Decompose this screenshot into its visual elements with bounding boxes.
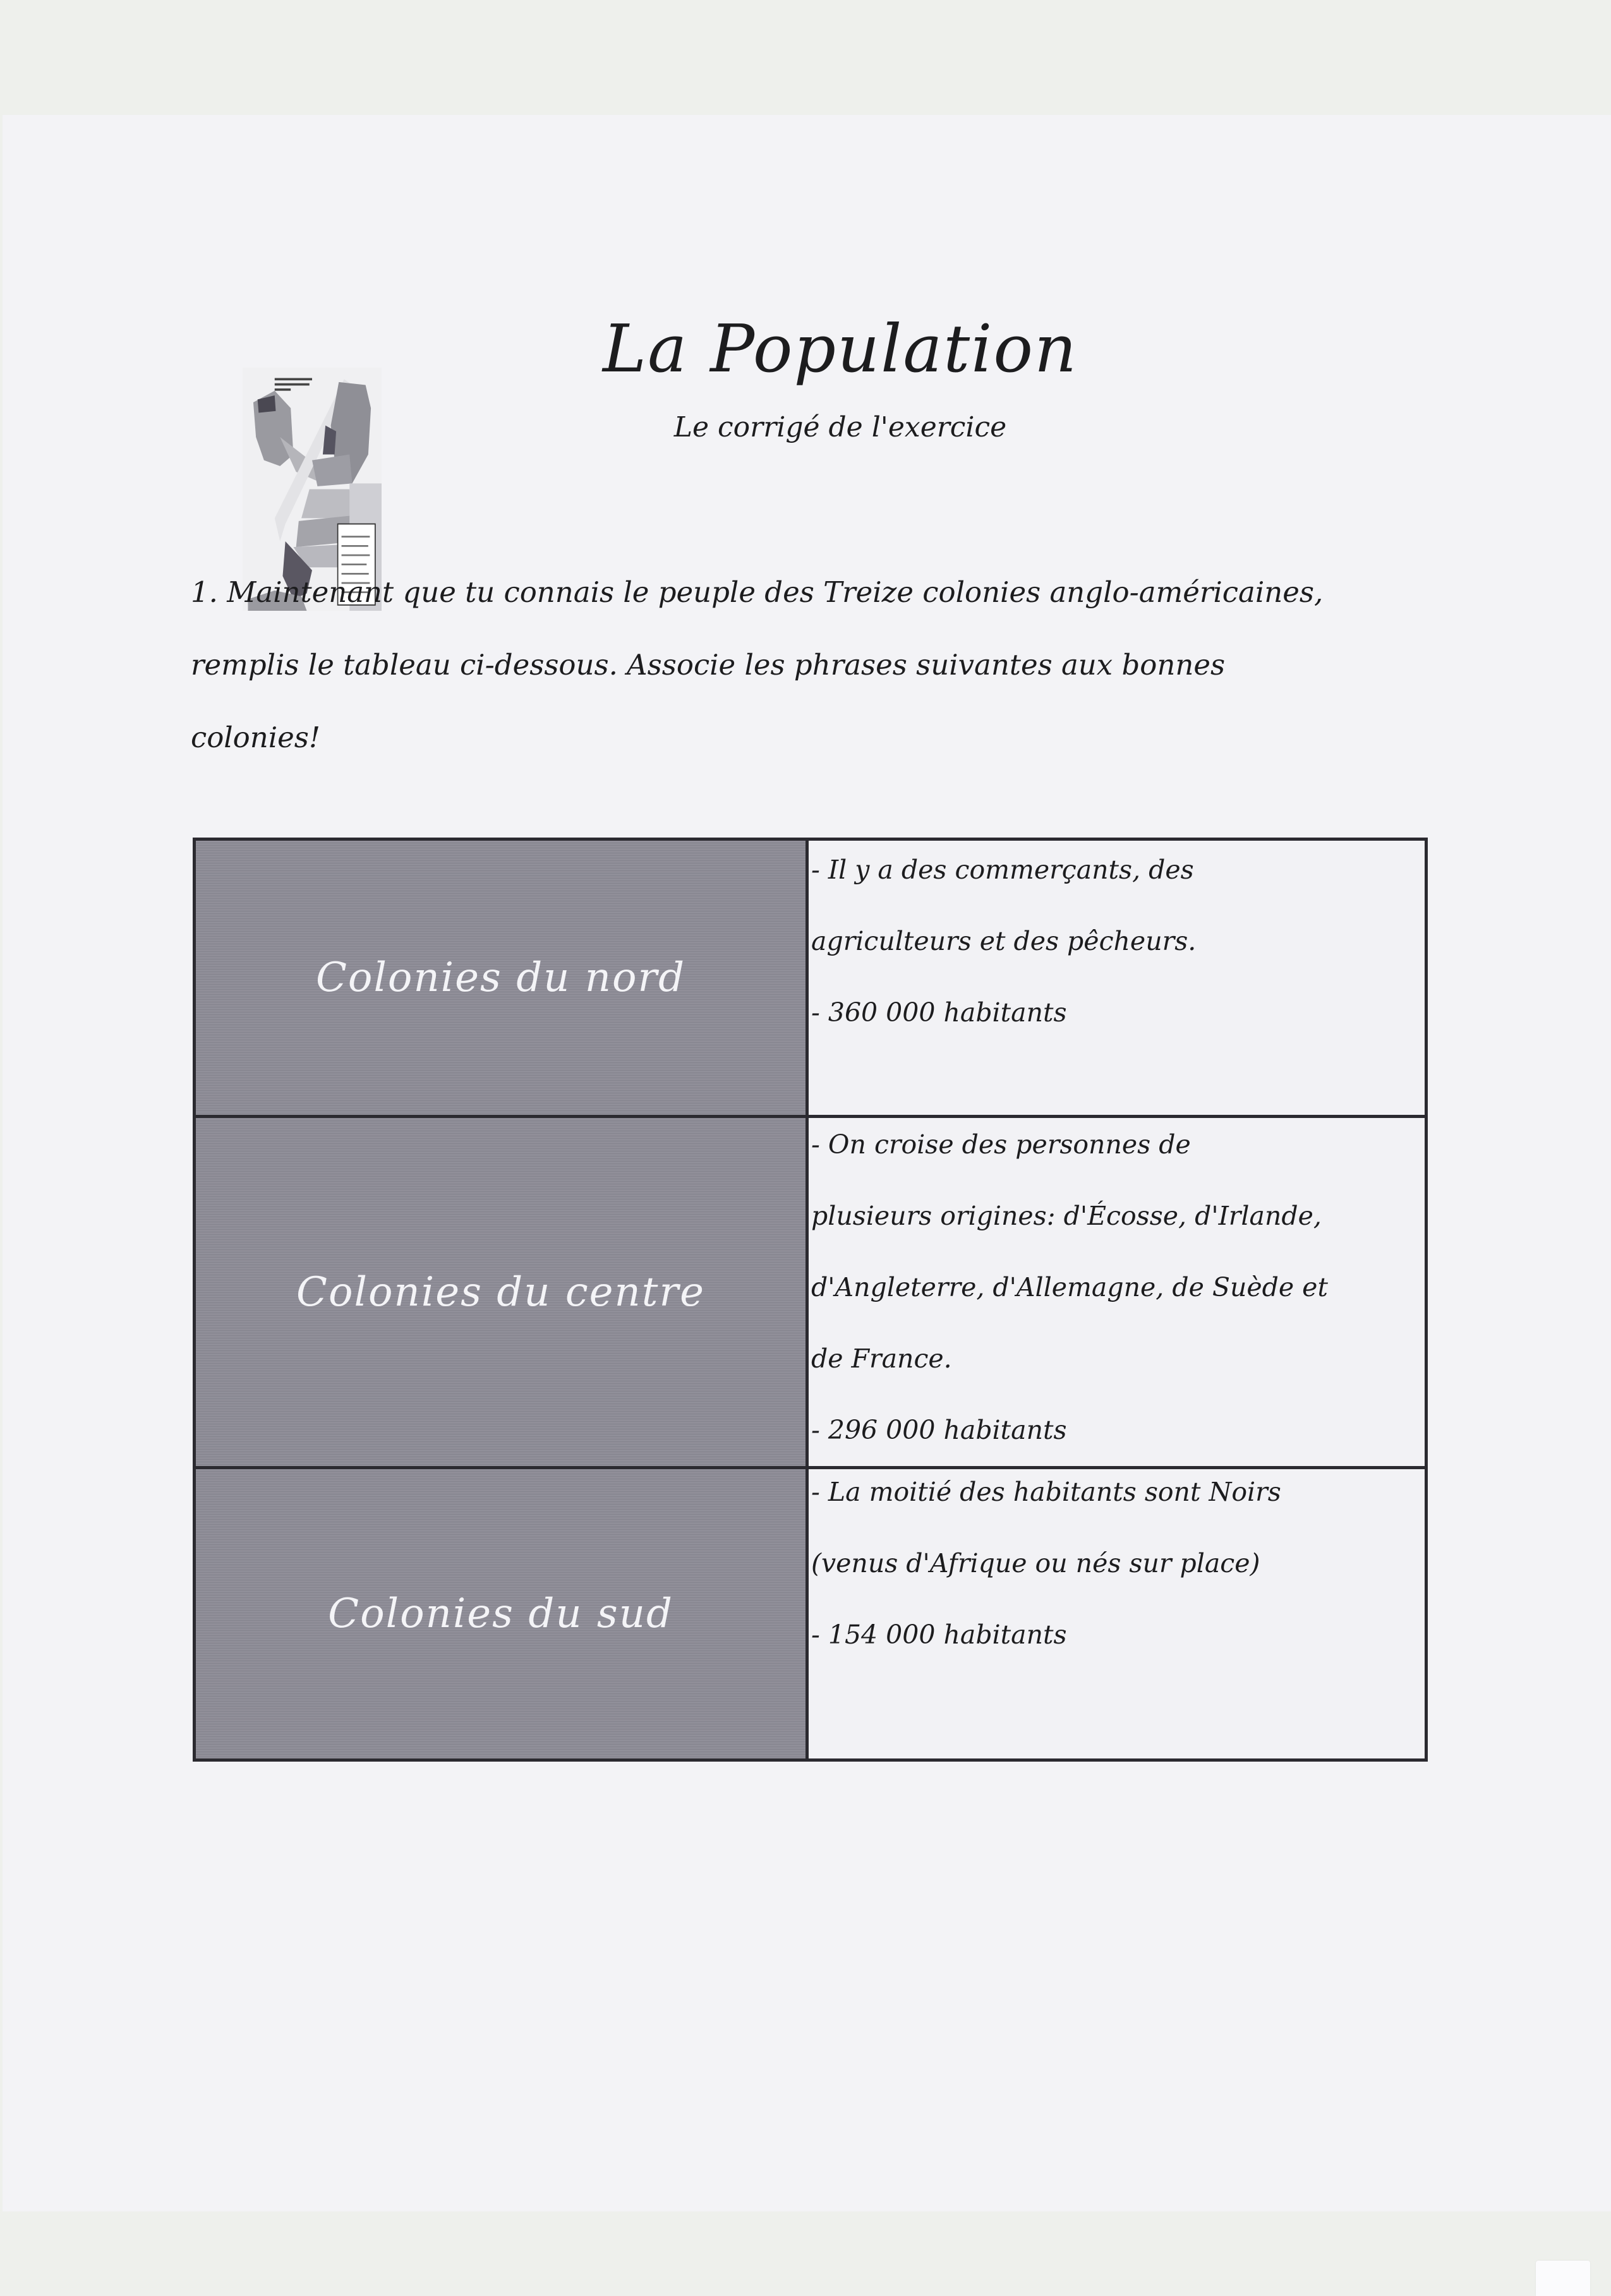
population-line: - 296 000 habitants <box>811 1415 1067 1445</box>
virginie <box>301 490 352 519</box>
description-line: plusieurs origines: d'Écosse, d'Irlande, <box>811 1201 1322 1231</box>
instruction-line: 1. Maintenant que tu connais le peuple des Treize colonies anglo-américaines, <box>191 575 1324 609</box>
instruction-line: colonies! <box>191 721 320 754</box>
description-cell <box>807 1468 1427 1760</box>
region-cell: Colonies du centre <box>195 1117 807 1468</box>
description-line: de France. <box>811 1343 952 1374</box>
table-row <box>195 839 1427 1117</box>
population-line: - 360 000 habitants <box>811 997 1067 1028</box>
description-cell <box>807 839 1427 1117</box>
page-title: La Population <box>603 310 1078 387</box>
description-line: agriculteurs et des pêcheurs. <box>811 926 1197 956</box>
table-row <box>195 1468 1427 1760</box>
description-line: - On croise des personnes de <box>811 1129 1191 1160</box>
exercise-instructions <box>191 556 1429 774</box>
description-cell <box>807 1117 1427 1468</box>
instruction-line: remplis le tableau ci-dessous. Associe les phrases suivantes aux bonnes <box>191 648 1226 682</box>
description-line: - La moitié des habitants sont Noirs <box>811 1477 1281 1507</box>
tape-scrap <box>1536 2261 1590 2296</box>
page-subtitle: Le corrigé de l'exercice <box>673 411 1007 443</box>
colonies-table <box>193 838 1428 1762</box>
population-line: - 154 000 habitants <box>811 1620 1067 1650</box>
description-line: d'Angleterre, d'Allemagne, de Suède et <box>811 1272 1328 1302</box>
region-cell: Colonies du nord <box>195 839 807 1117</box>
description-line: - Il y a des commerçants, des <box>811 855 1194 885</box>
region-cell: Colonies du sud <box>195 1468 807 1760</box>
description-line: (venus d'Afrique ou nés sur place) <box>811 1548 1260 1578</box>
table-row <box>195 1117 1427 1468</box>
